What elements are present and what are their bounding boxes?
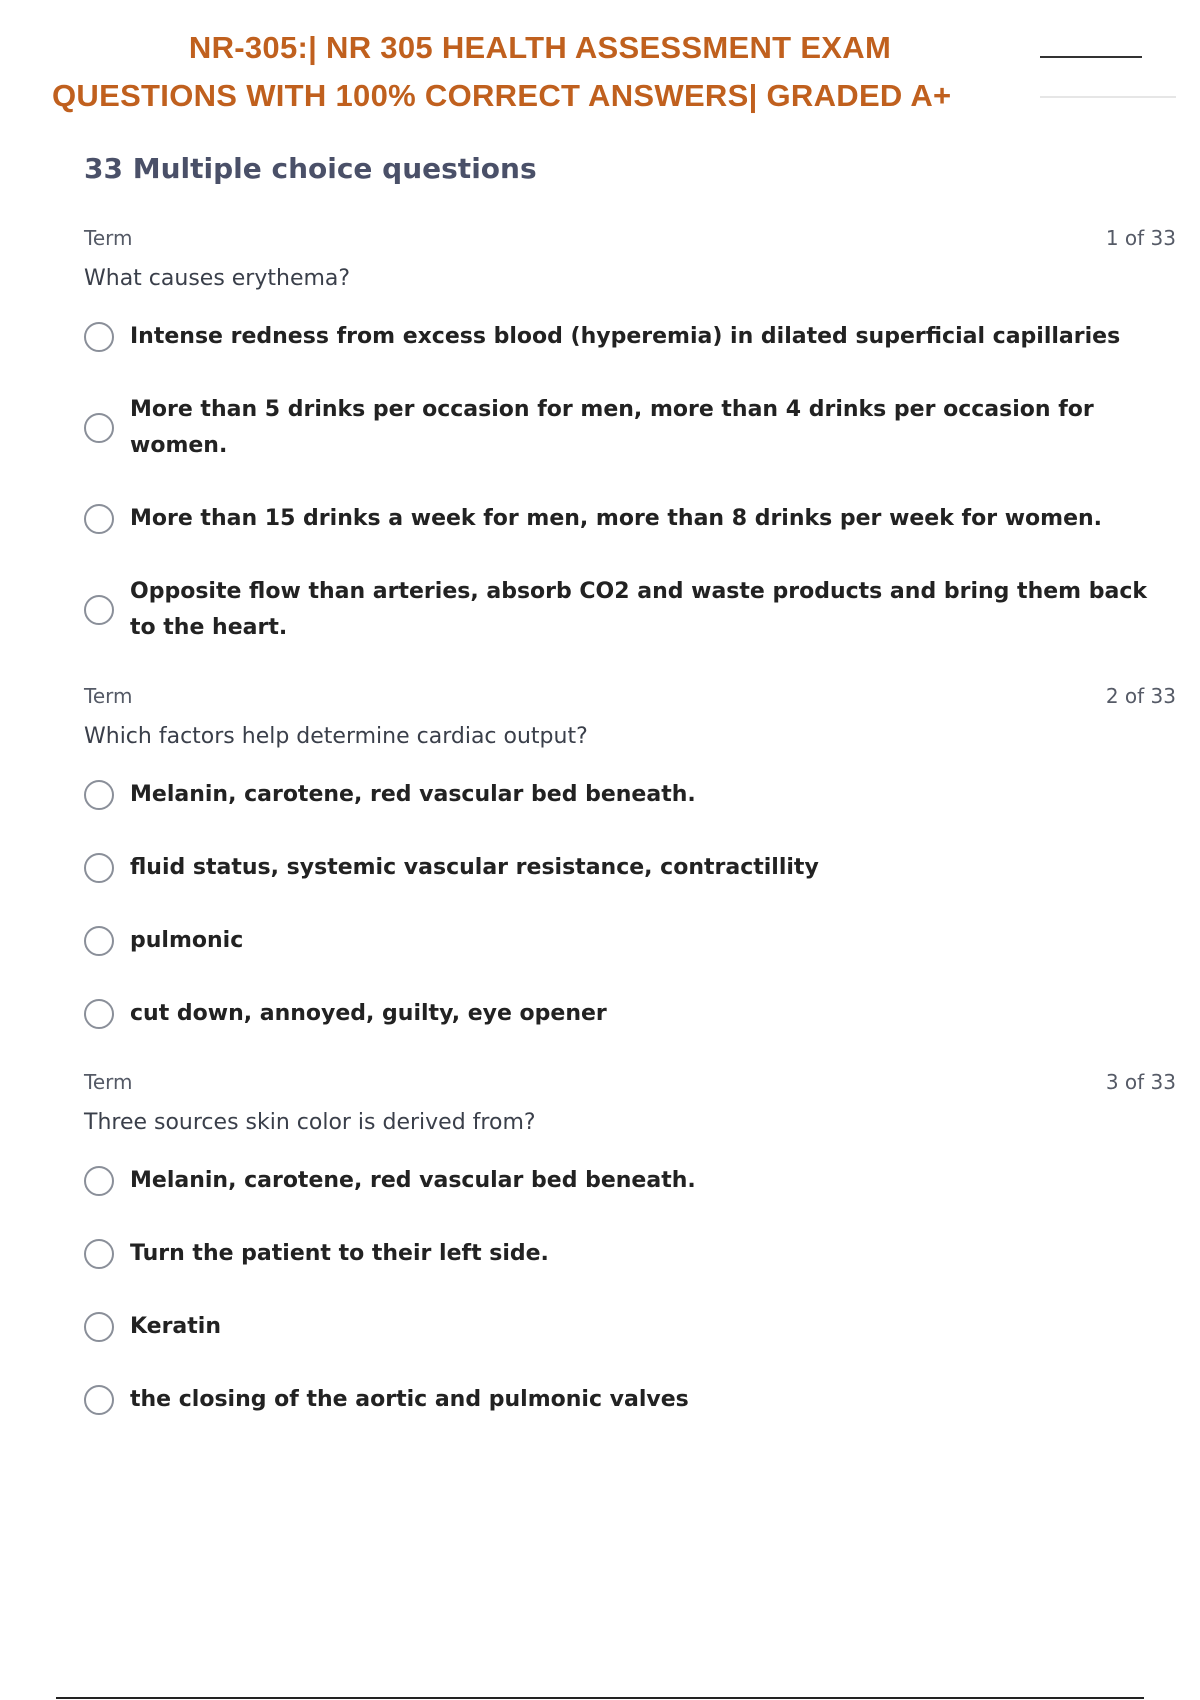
answer-option-text: Intense redness from excess blood (hyperemia) in dilated superficial capillaries	[130, 324, 1121, 349]
answer-option[interactable]	[84, 1382, 1176, 1418]
answer-option[interactable]	[84, 319, 1176, 355]
question-counter: 2 of 33	[1105, 684, 1176, 708]
answer-option[interactable]	[84, 777, 1176, 813]
answer-option-text: pulmonic	[130, 928, 244, 953]
radio-button-icon[interactable]	[84, 780, 114, 810]
question-prompt: Three sources skin color is derived from?	[84, 1110, 536, 1135]
section-heading: 33 Multiple choice questions	[84, 152, 537, 185]
radio-button-icon[interactable]	[84, 595, 114, 625]
title-underline-rule	[1040, 56, 1142, 58]
question-header	[84, 1070, 1176, 1094]
answer-options	[84, 319, 1176, 646]
answer-option-text: the closing of the aortic and pulmonic valves	[130, 1387, 689, 1412]
term-label: Term	[84, 1070, 133, 1094]
radio-button-icon[interactable]	[84, 999, 114, 1029]
footer-rule	[56, 1697, 1144, 1699]
answer-option-text: fluid status, systemic vascular resistance, contractillity	[130, 855, 819, 880]
answer-option[interactable]	[84, 574, 1176, 646]
answer-options	[84, 1163, 1176, 1418]
radio-button-icon[interactable]	[84, 1312, 114, 1342]
radio-button-icon[interactable]	[84, 1385, 114, 1415]
answer-option[interactable]	[84, 501, 1176, 537]
question-header	[84, 684, 1176, 708]
answer-option-text: Melanin, carotene, red vascular bed beneath.	[130, 782, 696, 807]
answer-option[interactable]	[84, 850, 1176, 886]
question-card-1	[84, 226, 1176, 646]
radio-button-icon[interactable]	[84, 322, 114, 352]
answer-option-text: Melanin, carotene, red vascular bed beneath.	[130, 1168, 696, 1193]
question-counter: 1 of 33	[1105, 226, 1176, 250]
term-label: Term	[84, 226, 133, 250]
answer-option-text: Keratin	[130, 1314, 221, 1339]
radio-button-icon[interactable]	[84, 504, 114, 534]
answer-option-text: More than 5 drinks per occasion for men, more than 4 drinks per occasion for women.	[130, 397, 1094, 458]
term-label: Term	[84, 684, 133, 708]
question-prompt: What causes erythema?	[84, 266, 351, 291]
question-card-3	[84, 1070, 1176, 1418]
radio-button-icon[interactable]	[84, 926, 114, 956]
answer-option-text: More than 15 drinks a week for men, more than 8 drinks per week for women.	[130, 506, 1103, 531]
question-counter: 3 of 33	[1105, 1070, 1176, 1094]
radio-button-icon[interactable]	[84, 1166, 114, 1196]
question-list	[84, 226, 1176, 1456]
answer-options	[84, 777, 1176, 1032]
radio-button-icon[interactable]	[84, 413, 114, 443]
answer-option-text: Turn the patient to their left side.	[130, 1241, 549, 1266]
question-card-2	[84, 684, 1176, 1032]
document-title-line-2: QUESTIONS WITH 100% CORRECT ANSWERS| GRADED A+	[52, 78, 952, 113]
answer-option[interactable]	[84, 923, 1176, 959]
answer-option-text: cut down, annoyed, guilty, eye opener	[130, 1001, 607, 1026]
question-header	[84, 226, 1176, 250]
document-title-line-1: NR-305:| NR 305 HEALTH ASSESSMENT EXAM	[188, 30, 892, 65]
radio-button-icon[interactable]	[84, 1239, 114, 1269]
answer-option[interactable]	[84, 996, 1176, 1032]
answer-option[interactable]	[84, 1309, 1176, 1345]
radio-button-icon[interactable]	[84, 853, 114, 883]
answer-option[interactable]	[84, 1236, 1176, 1272]
answer-option-text: Opposite flow than arteries, absorb CO2 and waste products and bring them back to the heart.	[130, 579, 1148, 640]
answer-option[interactable]	[84, 392, 1176, 464]
title-faint-rule	[1040, 96, 1176, 98]
answer-option[interactable]	[84, 1163, 1176, 1199]
question-prompt: Which factors help determine cardiac output?	[84, 724, 588, 749]
